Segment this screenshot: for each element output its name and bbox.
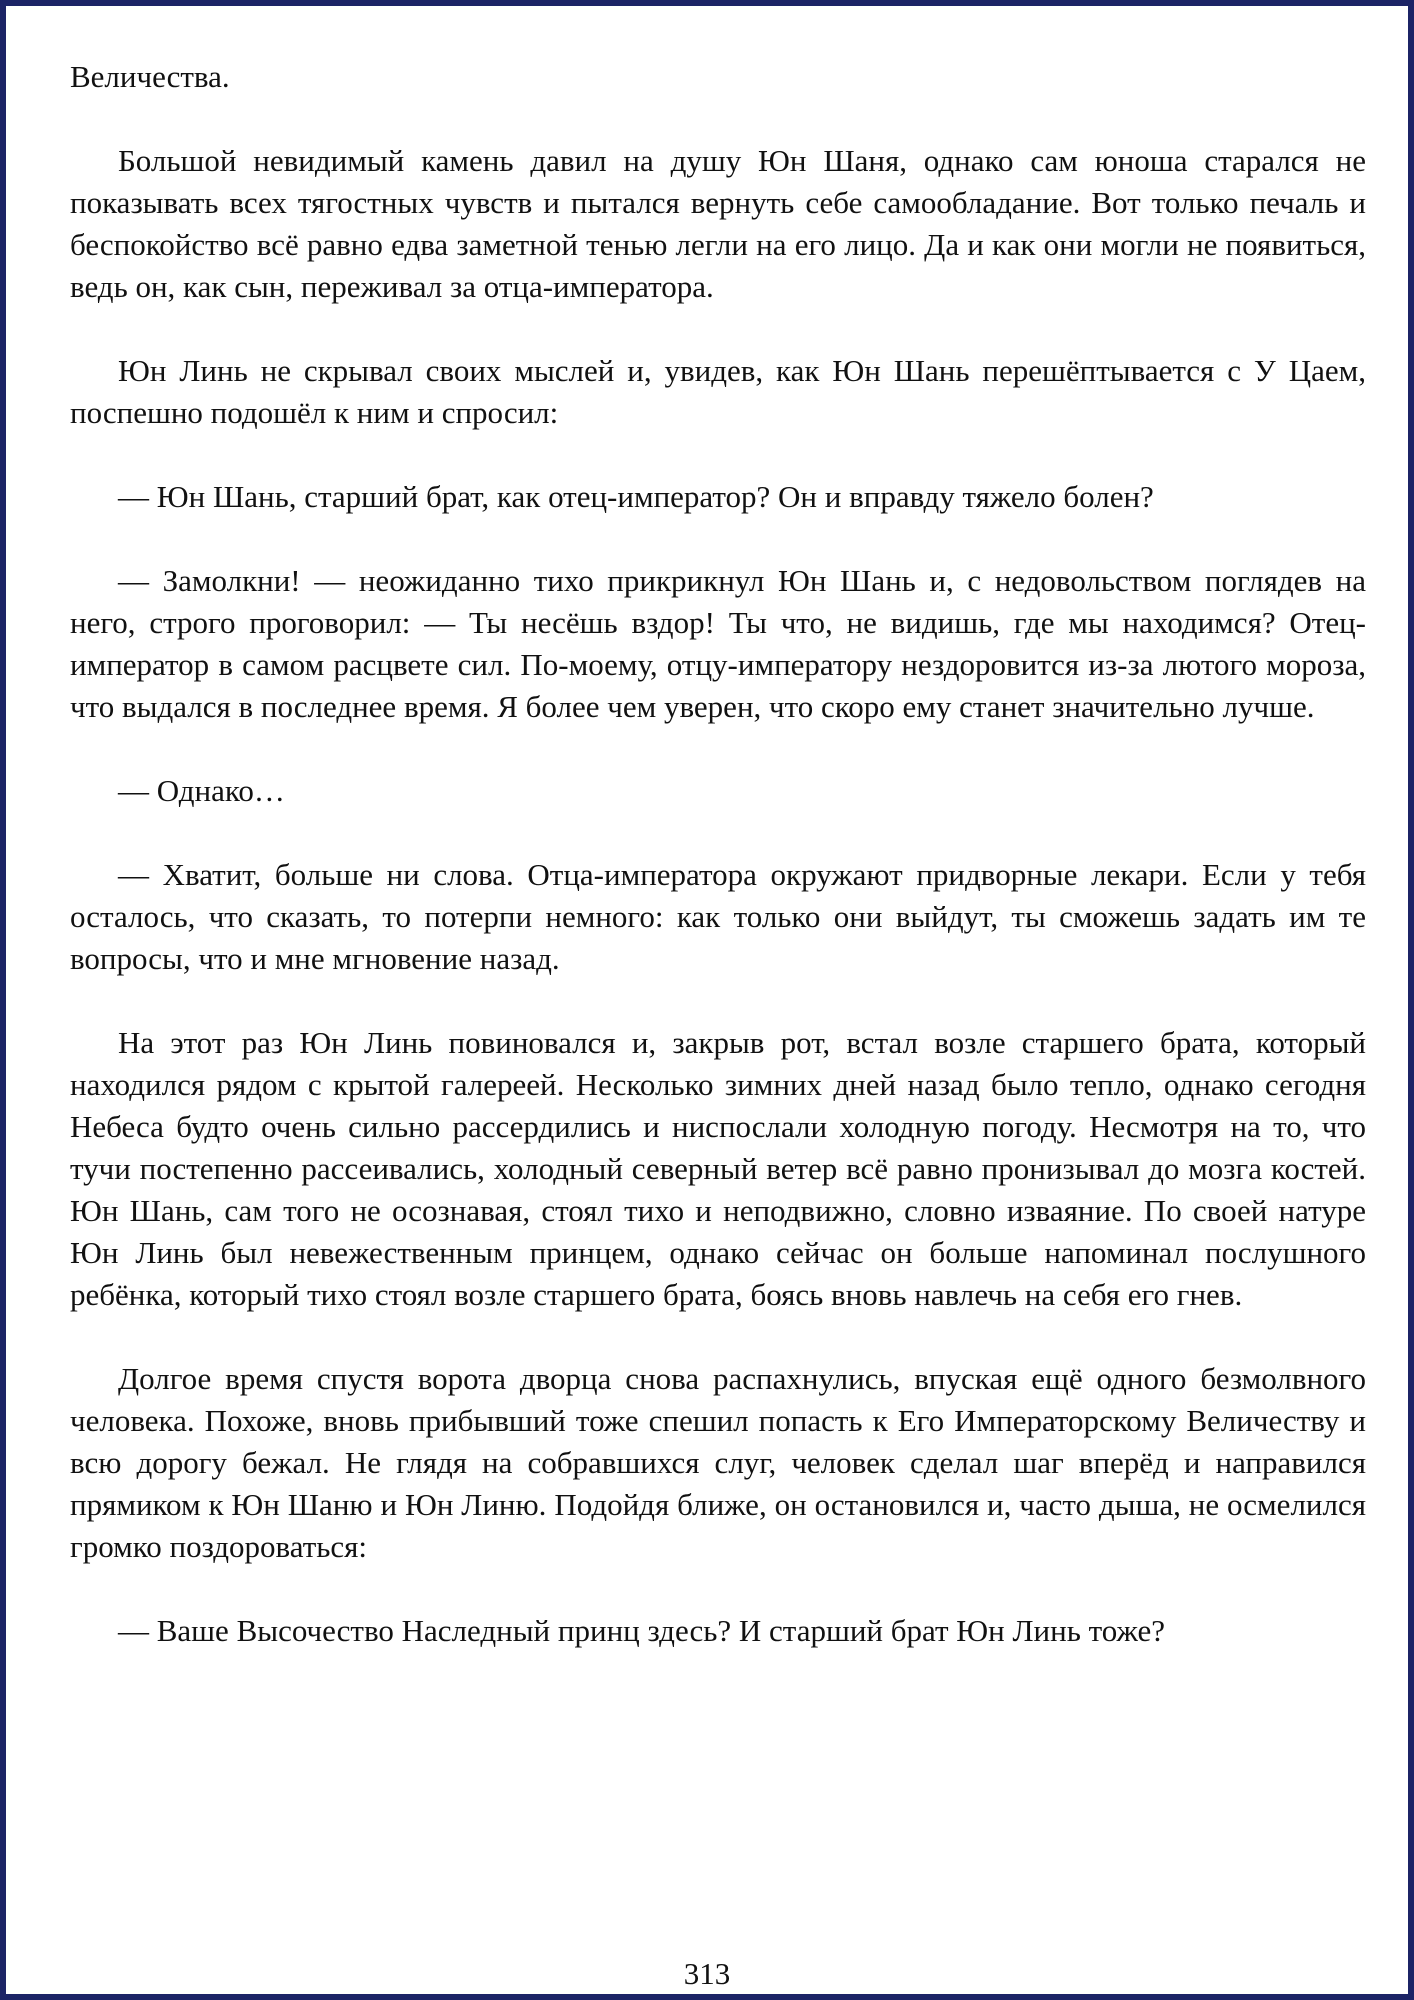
paragraph: На этот раз Юн Линь повиновался и, закрыв рот, встал возле старшего брата, который находился рядом с крытой галереей. Несколько зимних дней назад было тепло, однако сегодня Небеса будто очень сильно рассердились и ниспослали холодную погоду. Несмотря на то, что тучи постепенно рассеивались, холодный северный ветер всё равно пронизывал до мозга костей. Юн Шань, сам того не осознавая, стоял тихо и неподвижно, словно изваяние. По своей натуре Юн Линь был невежественным принцем, однако сейчас он больше напоминал послушного ребёнка, который тихо стоял возле старшего брата, боясь вновь навлечь на себя его гнев.	[70, 1025, 1366, 1312]
dialogue-line: — Однако…	[118, 773, 285, 808]
dialogue-line: — Юн Шань, старший брат, как отец-император? Он и вправду тяжело болен?	[118, 479, 1154, 514]
page-number: 313	[683, 1956, 731, 1991]
paragraph-continuation: Величества.	[70, 59, 230, 94]
paragraph: Юн Линь не скрывал своих мыслей и, увидев, как Юн Шань перешёптывается с У Цаем, поспешно подошёл к ним и спросил:	[70, 353, 1366, 430]
dialogue-line: — Хватит, больше ни слова. Отца-императора окружают придворные лекари. Если у тебя осталось, что сказать, то потерпи немного: как только они выйдут, ты сможешь задать им те вопросы, что и мне мгновение назад.	[70, 857, 1366, 976]
paragraph: Долгое время спустя ворота дворца снова распахнулись, впуская ещё одного безмолвного человека. Похоже, вновь прибывший тоже спешил попасть к Его Императорскому Величеству и всю дорогу бежал. Не глядя на собравшихся слуг, человек сделал шаг вперёд и направился прямиком к Юн Шаню и Юн Линю. Подойдя ближе, он остановился и, часто дыша, не осмелился громко поздороваться:	[70, 1361, 1366, 1564]
dialogue-line: — Замолкни! — неожиданно тихо прикрикнул Юн Шань и, с недовольством поглядев на него, строго проговорил: — Ты несёшь вздор! Ты что, не видишь, где мы находимся? Отец-император в самом расцвете сил. По-моему, отцу-императору нездоровится из-за лютого мороза, что выдался в последнее время. Я более чем уверен, что скоро ему станет значительно лучше.	[70, 563, 1366, 724]
page-text	[70, 56, 1366, 1694]
paragraph: Большой невидимый камень давил на душу Юн Шаня, однако сам юноша старался не показывать всех тягостных чувств и пытался вернуть себе самообладание. Вот только печаль и беспокойство всё равно едва заметной тенью легли на его лицо. Да и как они могли не появиться, ведь он, как сын, переживал за отца-императора.	[70, 143, 1366, 304]
dialogue-line: — Ваше Высочество Наследный принц здесь? И старший брат Юн Линь тоже?	[118, 1613, 1165, 1648]
